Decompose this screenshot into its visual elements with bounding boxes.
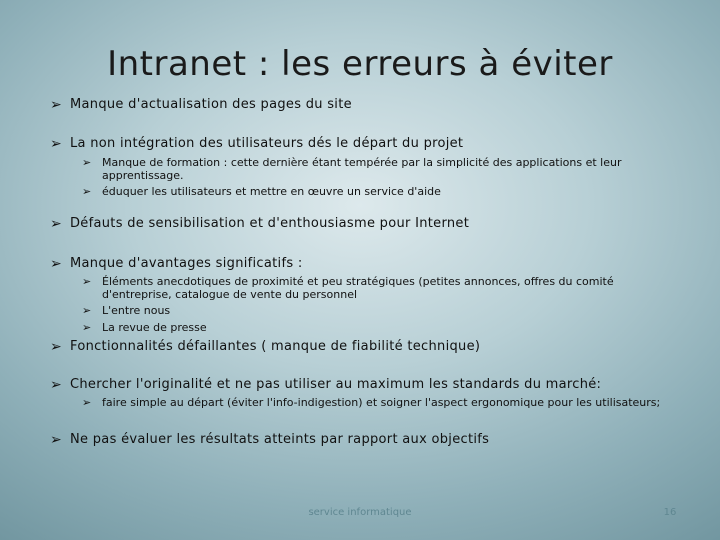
sub-bullet-text: La revue de presse: [102, 321, 207, 334]
sub-bullet-item: [82, 275, 662, 301]
arrow-bullet-icon: ➢: [50, 377, 63, 393]
bullet-item: [50, 377, 601, 393]
sub-bullet-text: Éléments anecdotiques de proximité et peu stratégiques (petites annonces, offres du comité d'entreprise, catalogue de vente du personnel: [102, 275, 614, 301]
arrow-bullet-icon: ➢: [82, 321, 92, 334]
arrow-bullet-icon: ➢: [82, 156, 92, 169]
arrow-bullet-icon: ➢: [82, 185, 92, 198]
bullet-text: Ne pas évaluer les résultats atteints par rapport aux objectifs: [70, 432, 490, 447]
bullet-text: La non intégration des utilisateurs dés le départ du projet: [70, 136, 464, 151]
arrow-bullet-icon: ➢: [82, 304, 92, 317]
sub-bullet-text: faire simple au départ (éviter l'info-indigestion) et soigner l'aspect ergonomique pour les utilisateurs;: [102, 396, 661, 409]
slide-title: Intranet : les erreurs à éviter: [107, 44, 613, 84]
bullet-text: Manque d'avantages significatifs :: [70, 256, 303, 271]
footer-label: service informatique: [308, 507, 412, 518]
bullet-item: [50, 97, 352, 113]
bullet-item: [50, 216, 469, 232]
sub-bullet-item: [82, 396, 682, 409]
sub-bullet-item: [82, 156, 662, 182]
arrow-bullet-icon: ➢: [82, 396, 92, 409]
bullet-item: [50, 136, 463, 152]
bullet-text: Chercher l'originalité et ne pas utiliser au maximum les standards du marché:: [70, 377, 602, 392]
bullet-text: Défauts de sensibilisation et d'enthousiasme pour Internet: [70, 216, 470, 231]
arrow-bullet-icon: ➢: [50, 432, 63, 448]
arrow-bullet-icon: ➢: [50, 216, 63, 232]
page-number: 16: [663, 507, 677, 518]
bullet-text: Manque d'actualisation des pages du site: [70, 97, 352, 112]
bullet-item: [50, 256, 303, 272]
sub-bullet-item: [82, 304, 662, 317]
sub-bullet-text: éduquer les utilisateurs et mettre en œuvre un service d'aide: [102, 185, 441, 198]
sub-bullet-item: [82, 321, 662, 334]
bullet-item: [50, 432, 489, 448]
arrow-bullet-icon: ➢: [50, 256, 63, 272]
arrow-bullet-icon: ➢: [82, 275, 92, 288]
sub-bullet-text: L'entre nous: [102, 304, 171, 317]
arrow-bullet-icon: ➢: [50, 97, 63, 113]
bullet-item: [50, 339, 480, 355]
arrow-bullet-icon: ➢: [50, 339, 63, 355]
bullet-text: Fonctionnalités défaillantes ( manque de fiabilité technique): [70, 339, 481, 354]
arrow-bullet-icon: ➢: [50, 136, 63, 152]
sub-bullet-text: Manque de formation : cette dernière étant tempérée par la simplicité des applications et leur apprentissage.: [102, 156, 622, 182]
sub-bullet-item: [82, 185, 662, 198]
